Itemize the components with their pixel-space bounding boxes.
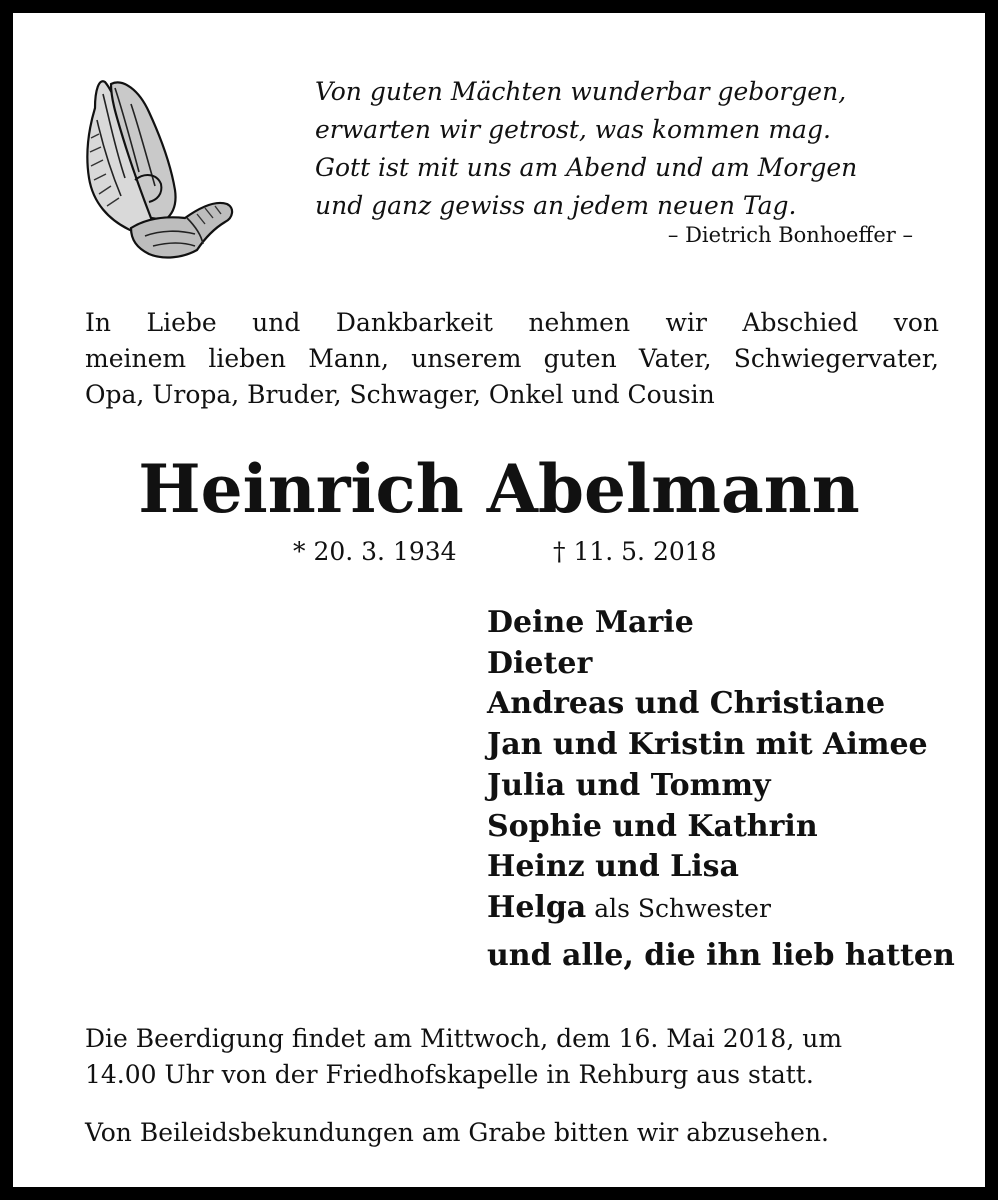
family-member: Dieter <box>487 645 593 681</box>
poem-line: erwarten wir getrost, was kommen mag. <box>315 115 831 144</box>
funeral-info <box>85 1021 939 1093</box>
birth-date: * 20. 3. 1934 <box>293 537 457 566</box>
family-member: Heinz und Lisa <box>487 849 739 885</box>
funeral-line: Die Beerdigung findet am Mittwoch, dem 16. Mai 2018, um <box>85 1024 843 1053</box>
poem-line: und ganz gewiss an jedem neuen Tag. <box>315 191 797 220</box>
poem-line: Gott ist mit uns am Abend und am Morgen <box>315 153 858 182</box>
intro-line: meinem lieben Mann, unserem guten Vater, Schwiegervater, <box>85 344 939 373</box>
family-member-sister <box>487 888 967 930</box>
deceased-name: Heinrich Abelmann <box>138 450 860 528</box>
family-list <box>487 603 967 976</box>
poem-line: Von guten Mächten wunderbar geborgen, <box>315 77 847 106</box>
intro-line: In Liebe und Dankbarkeit nehmen wir Abschied von <box>85 308 939 337</box>
intro-text <box>85 305 939 413</box>
family-closing: und alle, die ihn lieb hatten <box>487 937 955 973</box>
family-member: Deine Marie <box>487 605 694 640</box>
poem-author: – Dietrich Bonhoeffer – <box>667 223 913 247</box>
poem <box>315 73 955 225</box>
death-date: † 11. 5. 2018 <box>553 537 717 566</box>
intro-line: Opa, Uropa, Bruder, Schwager, Onkel und Cousin <box>85 380 715 409</box>
funeral-line: 14.00 Uhr von der Friedhofskapelle in Rehburg aus statt. <box>85 1060 814 1089</box>
family-member: Julia und Tommy <box>487 767 771 803</box>
sister-note: als Schwester <box>586 893 771 923</box>
closing-note: Von Beileidsbekundungen am Grabe bitten wir abzusehen. <box>85 1118 829 1147</box>
family-member: Andreas und Christiane <box>487 686 886 722</box>
family-member: Jan und Kristin mit Aimee <box>487 727 928 763</box>
praying-hands-icon <box>75 68 240 263</box>
sister-name: Helga <box>487 889 587 925</box>
family-member: Sophie und Kathrin <box>487 808 818 844</box>
